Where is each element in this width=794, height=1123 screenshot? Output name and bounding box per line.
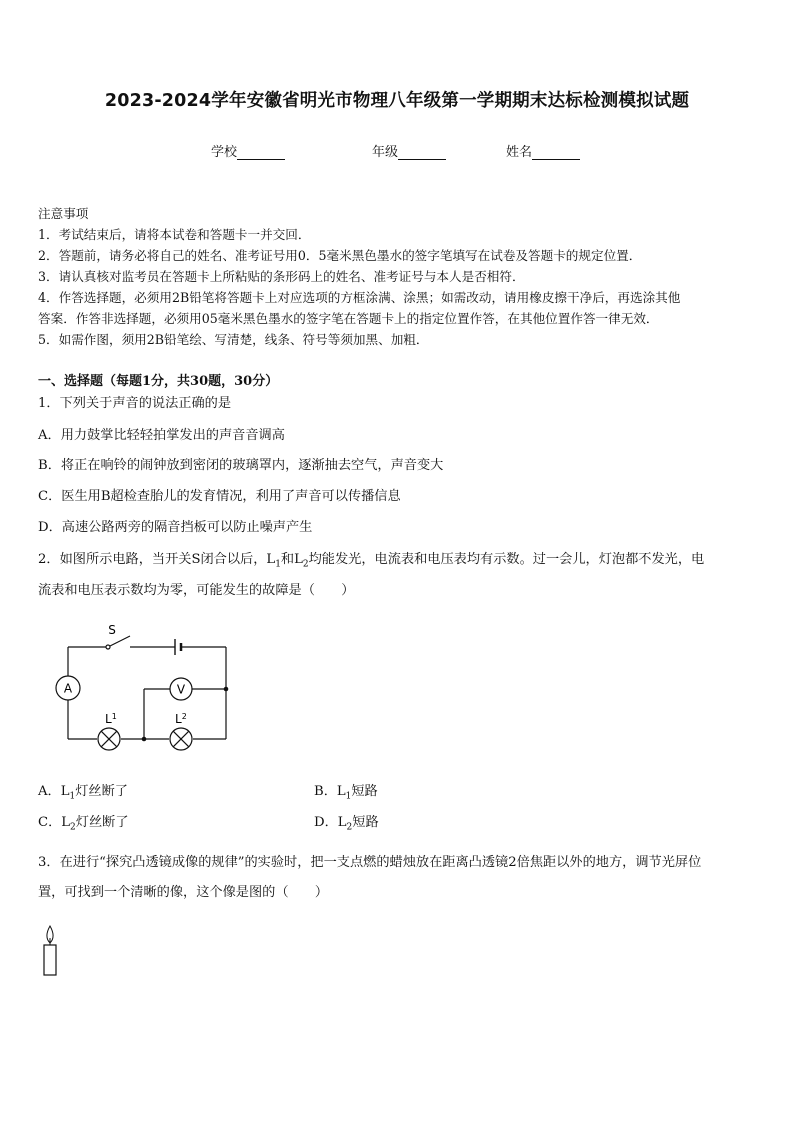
school-blank[interactable] (237, 147, 285, 160)
notice-item: 2．答题前，请务必将自己的姓名、准考证号用0．5毫米黑色墨水的签字笔填写在试卷及答题卡的规定位置． (38, 248, 642, 263)
lamp-1-icon (98, 728, 120, 750)
notice-item: 5．如需作图，须用2B铅笔绘、写清楚，线条、符号等须加黑、加粗． (38, 332, 429, 347)
notice-heading: 注意事项 (38, 206, 89, 221)
section-heading: 一、选择题（每题1分，共30题，30分） (38, 374, 279, 389)
grade-label: 年级 (372, 145, 399, 160)
question-2-stem-line2: 流表和电压表示数均为零，可能发生的故障是（ ） (38, 583, 355, 598)
question-3-stem-line2: 置，可找到一个清晰的像，这个像是图的（ ） (38, 885, 329, 900)
question-1-option-a: A．用力鼓掌比轻轻拍掌发出的声音音调高 (38, 428, 285, 443)
notice-item: 答案．作答非选择题，必须用05毫米黑色墨水的签字笔在答题卡上的指定位置作答，在其他位置作答一律无效． (38, 311, 659, 326)
candle-icon (40, 924, 60, 978)
question-2-option-a: A．$L_1$灯丝断了 (38, 784, 128, 802)
grade-blank[interactable] (398, 147, 446, 160)
notice-block (38, 203, 758, 350)
lamp-1-label: $L^1$ (105, 712, 117, 726)
school-field (211, 141, 285, 160)
question-1-option-b: B．将正在响铃的闹钟放到密闭的玻璃罩内，逐渐抽去空气，声音变大 (38, 458, 444, 473)
lamp-2-icon (170, 728, 192, 750)
question-2-stem: 2．如图所示电路，当开关S闭合以后，$L_1$和$L_2$均能发光，电流表和电压表均有示数。过一会儿，灯泡都不发光，电 (38, 552, 705, 570)
question-2-option-b: B．$L_1$短路 (314, 784, 378, 802)
lamp-2-label: $L^2$ (175, 712, 187, 726)
page-title: 2023-2024学年安徽省明光市物理八年级第一学期期末达标检测模拟试题 (104, 91, 690, 111)
name-label: 姓名 (506, 145, 533, 160)
junction-dot (224, 687, 229, 692)
question-2-option-d: D．$L_2$短路 (314, 815, 379, 833)
ammeter-label: A (63, 681, 73, 696)
question-2-option-c: C．$L_2$灯丝断了 (38, 815, 129, 833)
question-3-stem: 3．在进行“探究凸透镜成像的规律”的实验时，把一支点燃的蜡烛放在距离凸透镜2倍焦距以外的地方，调节光屏位 (38, 855, 702, 870)
notice-item: 4．作答选择题，必须用2B铅笔将答题卡上对应选项的方框涂满、涂黑；如需改动，请用橡皮擦干净后，再选涂其他 (38, 290, 681, 305)
question-1-option-d: D．高速公路两旁的隔音挡板可以防止噪声产生 (38, 520, 313, 535)
switch-label: S (108, 623, 116, 637)
question-1-stem: 1．下列关于声音的说法正确的是 (38, 396, 232, 411)
grade-field (372, 141, 446, 160)
junction-dot (142, 737, 147, 742)
notice-item: 1．考试结束后，请将本试卷和答题卡一并交回． (38, 227, 311, 242)
circuit-diagram (50, 615, 250, 755)
voltmeter-label: V (176, 682, 186, 697)
name-field (506, 141, 580, 160)
school-label: 学校 (211, 145, 238, 160)
name-blank[interactable] (532, 147, 580, 160)
question-1-option-c: C．医生用B超检查胎儿的发育情况，利用了声音可以传播信息 (38, 489, 401, 504)
notice-item: 3．请认真核对监考员在答题卡上所粘贴的条形码上的姓名、准考证号与本人是否相符． (38, 269, 525, 284)
